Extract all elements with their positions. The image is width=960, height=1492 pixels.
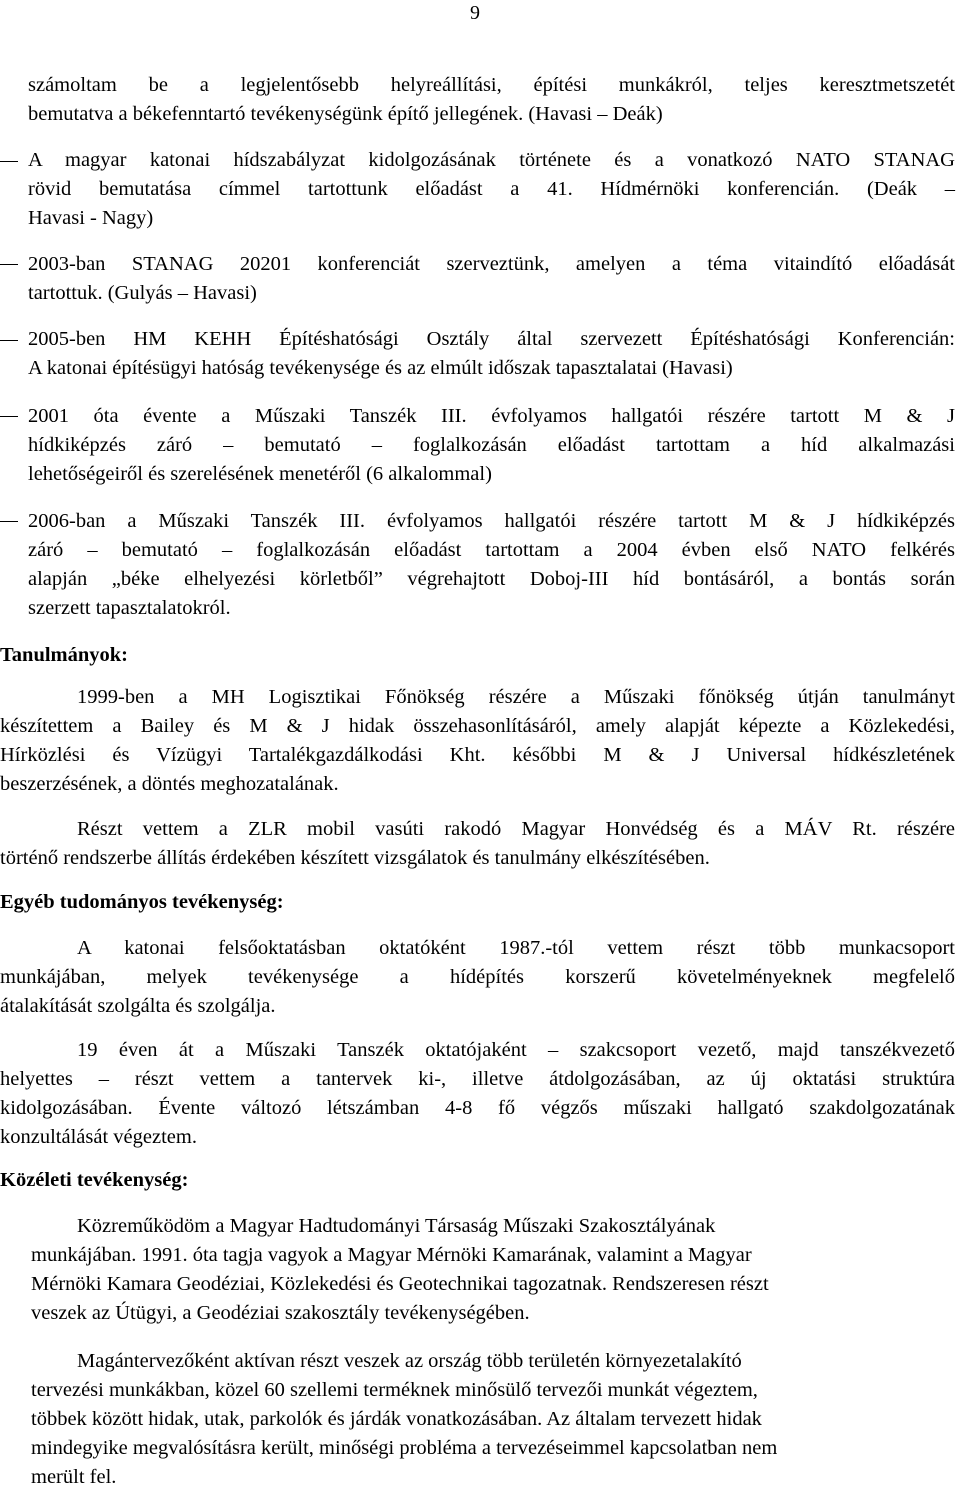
paragraph xyxy=(0,934,955,1021)
text-line: helyettes – részt vettem a tantervek ki-, illetve átdolgozásában, az új oktatási struktúra xyxy=(0,1068,955,1090)
text-line: záró – bemutató – foglalkozásán előadást tartottam a 2004 évben első NATO felkérés xyxy=(28,539,955,561)
text-line: Mérnöki Kamara Geodéziai, Közlekedési és Geotechnikai tagozatnak. Rendszeresen részt xyxy=(31,1273,769,1295)
text-line: Magántervezőként aktívan részt veszek az ország több területén környezetalakító xyxy=(77,1350,742,1372)
text-line: 2006-ban a Műszaki Tanszék III. évfolyamos hallgatói részére tartott M & J hídkiképzés xyxy=(28,510,955,532)
bullet-item xyxy=(28,325,955,383)
paragraph xyxy=(0,1036,955,1152)
bullet-item xyxy=(28,507,955,623)
section-heading-kozeleti: Közéleti tevékenység: xyxy=(0,1169,189,1191)
page-number: 9 xyxy=(470,2,480,24)
text-line: Havasi - Nagy) xyxy=(28,207,154,229)
paragraph xyxy=(0,815,955,873)
text-line: beszerzésének, a döntés meghozatalának. xyxy=(0,773,339,795)
dash-bullet-icon xyxy=(0,416,18,417)
text-line: A katonai építésügyi hatóság tevékenysége és az elmúlt időszak tapasztalatai (Havasi) xyxy=(28,357,733,379)
dash-bullet-icon xyxy=(0,264,18,265)
text-line: veszek az Útügyi, a Geodéziai szakosztály tevékenységében. xyxy=(31,1302,530,1324)
text-line: bemutatva a békefenntartó tevékenységünk építő jellegének. (Havasi – Deák) xyxy=(28,103,663,125)
text-line: tartottuk. (Gulyás – Havasi) xyxy=(28,282,257,304)
dash-bullet-icon xyxy=(0,340,18,341)
bullet-item xyxy=(28,250,955,308)
text-line: Részt vettem a ZLR mobil vasúti rakodó Magyar Honvédség és a MÁV Rt. részére xyxy=(77,818,955,840)
section-heading-tanulmanyok: Tanulmányok: xyxy=(0,644,128,666)
dash-bullet-icon xyxy=(0,161,18,162)
text-line: kidolgozásában. Évente változó létszámban 4-8 fő végzős műszaki hallgató szakdolgozatának xyxy=(0,1097,955,1119)
section-heading-egyeb: Egyéb tudományos tevékenység: xyxy=(0,891,284,913)
text-line: 2003-ban STANAG 20201 konferenciát szerveztünk, amelyen a téma vitaindító előadását xyxy=(28,253,955,275)
text-line: szerzett tapasztalatokról. xyxy=(28,597,231,619)
paragraph xyxy=(31,1212,951,1328)
text-line: mindegyike megvalósításra került, minőségi probléma a tervezéseimmel kapcsolatban nem xyxy=(31,1437,778,1459)
bullet-item xyxy=(28,402,955,489)
text-line: átalakítását szolgálta és szolgálja. xyxy=(0,995,276,1017)
text-line: többek között hidak, utak, parkolók és járdák vonatkozásában. Az általam tervezett hidak xyxy=(31,1408,762,1430)
text-line: A katonai felsőoktatásban oktatóként 1987.-tól vettem részt több munkacsoport xyxy=(77,937,955,959)
paragraph xyxy=(31,1347,951,1492)
text-line: hídkiképzés záró – bemutató – foglalkozásán előadást tartottam a híd alkalmazási xyxy=(28,434,955,456)
text-line: történő rendszerbe állítás érdekében készített vizsgálatok és tanulmány elkészítésében. xyxy=(0,847,710,869)
text-line: 19 éven át a Műszaki Tanszék oktatójaként – szakcsoport vezető, majd tanszékvezető xyxy=(77,1039,955,1061)
text-line: lehetőségeiről és szerelésének menetéről (6 alkalommal) xyxy=(28,463,492,485)
text-line: alapján „béke elhelyezési körletből” végrehajtott Doboj-III híd bontásáról, a bontás során xyxy=(28,568,955,590)
text-line: munkájában. 1991. óta tagja vagyok a Magyar Mérnöki Kamarának, valamint a Magyar xyxy=(31,1244,752,1266)
text-line: 2005-ben HM KEHH Építéshatósági Osztály által szervezett Építéshatósági Konferencián: xyxy=(28,328,955,350)
text-line: konzultálását végeztem. xyxy=(0,1126,197,1148)
dash-bullet-icon xyxy=(0,521,18,522)
bullet-item xyxy=(28,146,955,233)
paragraph xyxy=(0,683,955,799)
text-line: 2001 óta évente a Műszaki Tanszék III. évfolyamos hallgatói részére tartott M & J xyxy=(28,405,955,427)
text-line: rövid bemutatása címmel tartottunk előadást a 41. Hídmérnöki konferencián. (Deák – xyxy=(28,178,955,200)
text-line: Közreműködöm a Magyar Hadtudományi Társaság Műszaki Szakosztályának xyxy=(77,1215,716,1237)
text-line: tervezési munkákban, közel 60 szellemi terméknek minősülő tervezői munkát végeztem, xyxy=(31,1379,758,1401)
intro-paragraph xyxy=(28,71,955,129)
text-line: munkájában, melyek tevékenysége a hídépítés korszerű követelményeknek megfelelő xyxy=(0,966,955,988)
text-line: készítettem a Bailey és M & J hidak összehasonlításáról, amely alapját képezte a Közlekedési, xyxy=(0,715,955,737)
text-line: Hírközlési és Vízügyi Tartalékgazdálkodási Kht. későbbi M & J Universal hídkészletének xyxy=(0,744,955,766)
text-line: A magyar katonai hídszabályzat kidolgozásának története és a vonatkozó NATO STANAG xyxy=(28,149,955,171)
text-line: merült fel. xyxy=(31,1466,117,1488)
text-line: 1999-ben a MH Logisztikai Főnökség részére a Műszaki főnökség útján tanulmányt xyxy=(77,686,955,708)
text-line: számoltam be a legjelentősebb helyreállítási, építési munkákról, teljes keresztmetszetét xyxy=(28,74,955,96)
